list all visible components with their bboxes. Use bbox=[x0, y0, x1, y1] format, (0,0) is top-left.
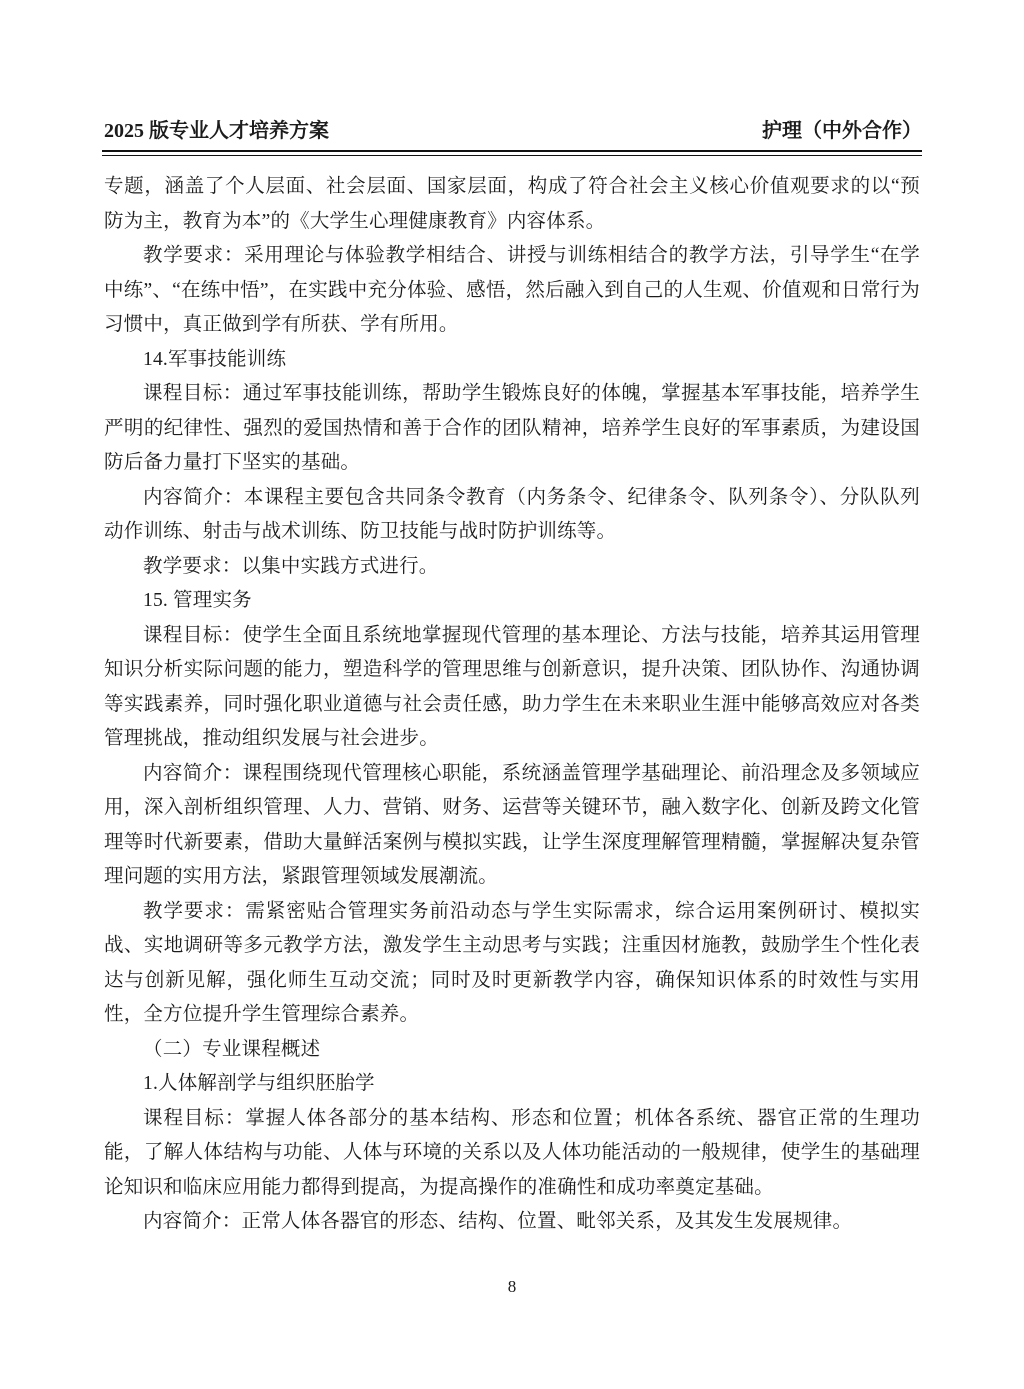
paragraph: （二）专业课程概述 bbox=[143, 1038, 321, 1060]
page-header bbox=[104, 117, 922, 145]
header-right-title: 护理（中外合作） bbox=[762, 120, 922, 142]
paragraph: 内容简介：课程围绕现代管理核心职能，系统涵盖管理学基础理论、前沿理念及多领域应用，深入剖析组织管理、人力、营销、财务、运营等关键环节，融入数字化、创新及跨文化管理等时代新要素，借助大量鲜活案例与模拟实践，让学生深度理解管理精髓，掌握解决复杂管理问题的实用方法，紧跟管理领域发展潮流。 bbox=[104, 762, 920, 887]
header-left-title: 2025 版专业人才培养方案 bbox=[104, 120, 329, 142]
paragraph: 教学要求：需紧密贴合管理实务前沿动态与学生实际需求，综合运用案例研讨、模拟实战、实地调研等多元教学方法，激发学生主动思考与实践；注重因材施教，鼓励学生个性化表达与创新见解，强化师生互动交流；同时及时更新教学内容，确保知识体系的时效性与实用性，全方位提升学生管理综合素养。 bbox=[104, 900, 920, 1025]
paragraph: 1.人体解剖学与组织胚胎学 bbox=[143, 1073, 375, 1094]
paragraph: 15. 管理实务 bbox=[143, 590, 252, 611]
paragraph: 14.军事技能训练 bbox=[143, 348, 287, 370]
document-body bbox=[104, 170, 920, 1240]
paragraph: 课程目标：通过军事技能训练，帮助学生锻炼良好的体魄，掌握基本军事技能，培养学生严明的纪律性、强烈的爱国热情和善于合作的团队精神，培养学生良好的军事素质，为建设国防后备力量打下坚实的基础。 bbox=[104, 383, 920, 473]
paragraph: 内容简介：本课程主要包含共同条令教育（内务条令、纪律条令、队列条令）、分队队列动作训练、射击与战术训练、防卫技能与战时防护训练等。 bbox=[104, 486, 920, 542]
paragraph: 教学要求：以集中实践方式进行。 bbox=[143, 555, 439, 577]
page-footer bbox=[0, 1276, 1024, 1298]
header-double-rule bbox=[102, 150, 922, 156]
paragraph: 内容简介：正常人体各器官的形态、结构、位置、毗邻关系，及其发生发展规律。 bbox=[143, 1211, 853, 1232]
paragraph: 课程目标：掌握人体各部分的基本结构、形态和位置；机体各系统、器官正常的生理功能，了解人体结构与功能、人体与环境的关系以及人体功能活动的一般规律，使学生的基础理论知识和临床应用能力都得到提高，为提高操作的准确性和成功率奠定基础。 bbox=[104, 1107, 920, 1198]
paragraph: 教学要求：采用理论与体验教学相结合、讲授与训练相结合的教学方法，引导学生“在学中练”、“在练中悟”，在实践中充分体验、感悟，然后融入到自己的人生观、价值观和日常行为习惯中，真正做到学有所获、学有所用。 bbox=[104, 245, 920, 335]
page-number: 8 bbox=[507, 1277, 517, 1296]
paragraph: 专题，涵盖了个人层面、社会层面、国家层面，构成了符合社会主义核心价值观要求的以“预防为主，教育为本”的《大学生心理健康教育》内容体系。 bbox=[104, 176, 920, 232]
paragraph: 课程目标：使学生全面且系统地掌握现代管理的基本理论、方法与技能，培养其运用管理知识分析实际问题的能力，塑造科学的管理思维与创新意识，提升决策、团队协作、沟通协调等实践素养，同时强化职业道德与社会责任感，助力学生在未来职业生涯中能够高效应对各类管理挑战，推动组织发展与社会进步。 bbox=[104, 624, 920, 749]
